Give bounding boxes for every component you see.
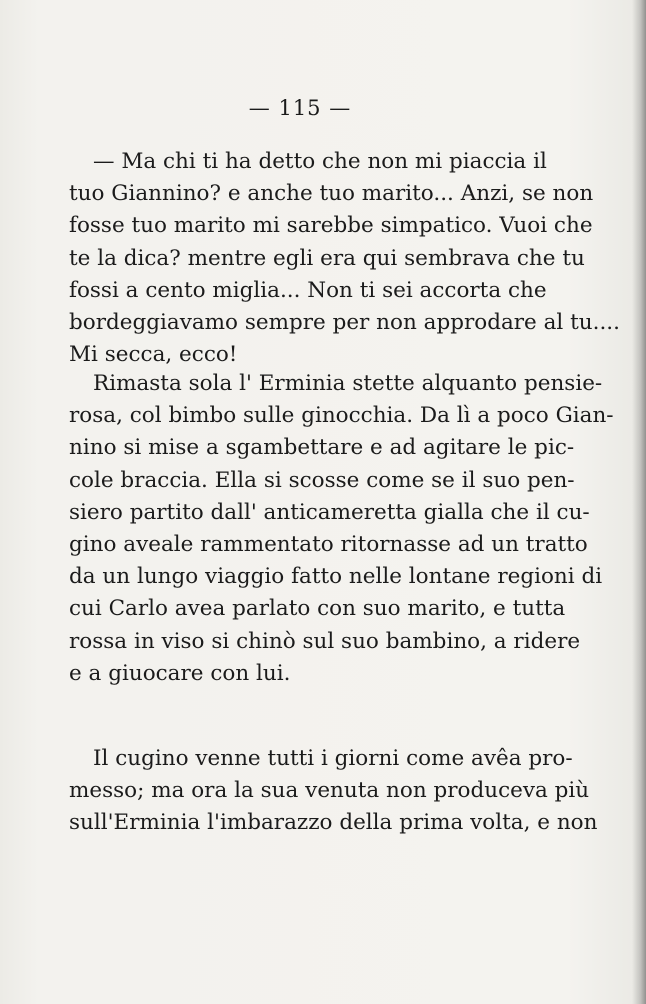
text-line: messo; ma ora la sua venuta non produceva più	[69, 778, 590, 804]
paragraph-cugino	[69, 743, 598, 840]
text-line: tuo Giannino? e anche tuo marito... Anzi, se non	[69, 181, 594, 207]
text-line: fosse tuo marito mi sarebbe simpatico. Vuoi che	[69, 213, 593, 239]
text-line: Mi secca, ecco!	[69, 342, 238, 368]
text-line: sull'Erminia l'imbarazzo della prima volta, e non	[69, 810, 598, 836]
text-line: rosa, col bimbo sulle ginocchia. Da lì a poco Gian-	[69, 403, 614, 429]
text-line: fossi a cento miglia... Non ti sei accorta che	[69, 277, 547, 303]
text-line: Il cugino venne tutti i giorni come avêa pro-	[93, 746, 573, 771]
text-line: e a giuocare con lui.	[69, 660, 291, 686]
text-line: gino aveale rammentato ritornasse ad un tratto	[69, 532, 588, 558]
text-line: Rimasta sola l' Erminia stette alquanto pensie-	[93, 371, 603, 396]
text-line: — Ma chi ti ha detto che non mi piaccia il	[93, 149, 547, 174]
text-line: bordeggiavamo sempre per non approdare al tu....	[69, 310, 620, 336]
text-line: cui Carlo avea parlato con suo marito, e tutta	[69, 596, 566, 622]
text-line: cole braccia. Ella si scosse come se il suo pen-	[69, 467, 575, 493]
page-binding-shadow	[632, 0, 646, 1004]
text-line: da un lungo viaggio fatto nelle lontane regioni di	[69, 564, 603, 590]
paragraph-dialogue	[69, 146, 620, 371]
text-line: te la dica? mentre egli era qui sembrava che tu	[69, 245, 585, 271]
text-line: siero partito dall' anticameretta gialla che il cu-	[69, 499, 590, 525]
text-line: rossa in viso si chinò sul suo bambino, a ridere	[69, 628, 581, 654]
text-line: nino si mise a sgambettare e ad agitare le pic-	[69, 435, 575, 461]
paragraph-erminia	[69, 368, 614, 690]
page-number: — 115 —	[248, 96, 352, 120]
